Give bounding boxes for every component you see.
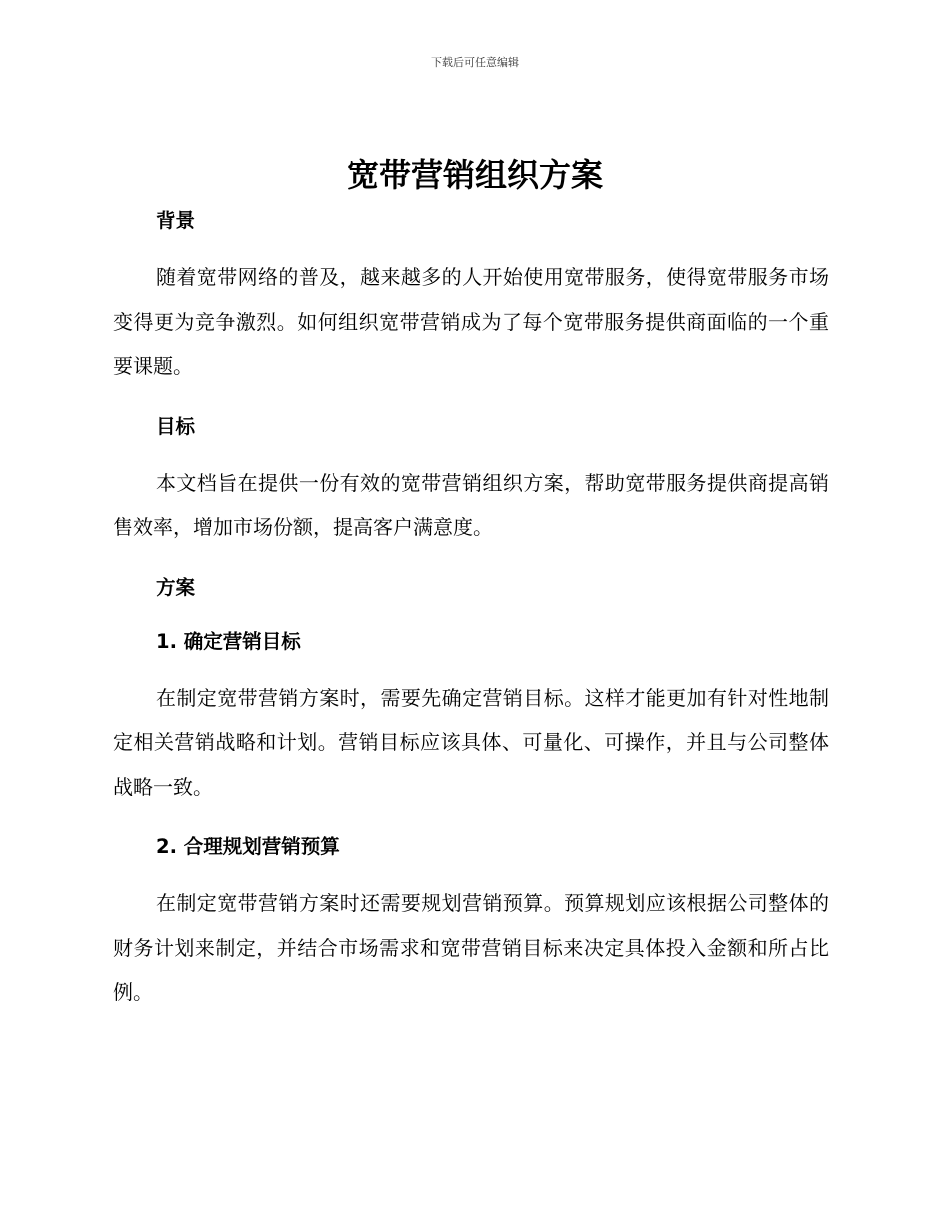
subsection-heading-step1: 1. 确定营销目标 — [156, 629, 301, 653]
document-body — [113, 205, 829, 1015]
section-heading-plan: 方案 — [156, 575, 196, 599]
section-heading-goal: 目标 — [156, 414, 196, 438]
subsection-heading-step2: 2. 合理规划营销预算 — [156, 835, 340, 858]
section-heading-background: 背景 — [156, 209, 196, 232]
paragraph-step2: 在制定宽带营销方案时还需要规划营销预算。预算规划应该根据公司整体的财务计划来制定，并结合市场需求和宽带营销目标来决定具体投入金额和所占比例。 — [113, 891, 829, 1004]
paragraph-goal: 本文档旨在提供一份有效的宽带营销组织方案，帮助宽带服务提供商提高销售效率，增加市场份额，提高客户满意度。 — [113, 470, 829, 539]
paragraph-step1: 在制定宽带营销方案时，需要先确定营销目标。这样才能更加有针对性地制定相关营销战略和计划。营销目标应该具体、可量化、可操作，并且与公司整体战略一致。 — [113, 685, 829, 799]
document-title: 宽带营销组织方案 — [346, 156, 603, 194]
paragraph-background: 随着宽带网络的普及，越来越多的人开始使用宽带服务，使得宽带服务市场变得更为竞争激烈。如何组织宽带营销成为了每个宽带服务提供商面临的一个重要课题。 — [113, 265, 829, 378]
header-note: 下载后可任意编辑 — [431, 56, 519, 69]
